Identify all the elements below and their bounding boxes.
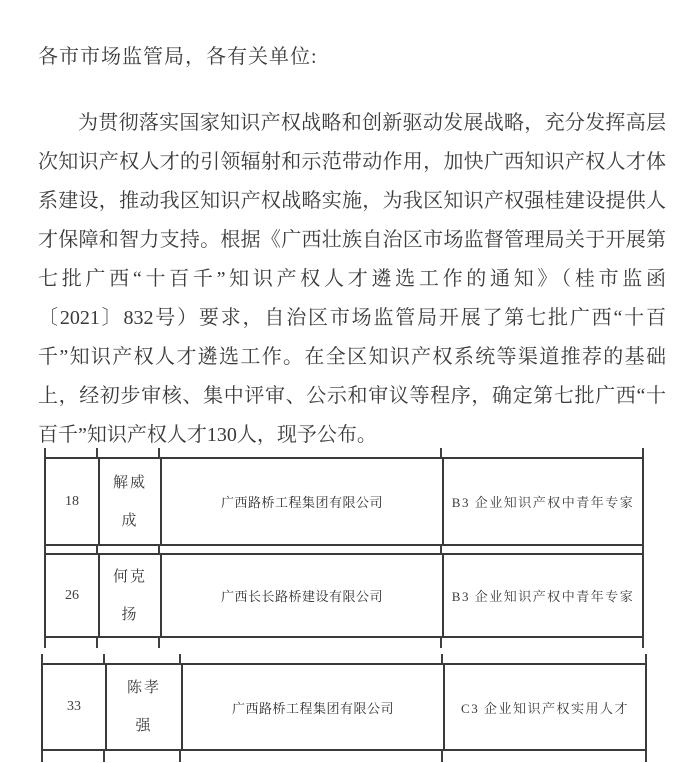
paragraph-line: 七批广西“十百千”知识产权人才遴选工作的通知》（桂市监函: [38, 268, 666, 290]
paragraph-line: 百千”知识产权人才130人，现予公布。: [38, 424, 377, 446]
category-cell: B3 企业知识产权中青年专家: [442, 459, 642, 544]
grid-tick: [645, 750, 647, 762]
grid-tick: [41, 654, 43, 664]
grid-tick: [158, 448, 160, 458]
company-cell: 广西路桥工程集团有限公司: [160, 459, 442, 544]
grid-tick: [44, 637, 46, 648]
paragraph-line: 才保障和智力支持。根据《广西壮族自治区市场监督管理局关于开展第: [38, 229, 666, 251]
grid-tick: [41, 750, 43, 762]
grid-tick: [179, 750, 181, 762]
grid-tick: [440, 544, 442, 554]
grid-tick: [103, 750, 105, 762]
company-cell: 广西路桥工程集团有限公司: [181, 665, 443, 749]
grid-tick: [645, 654, 647, 664]
talent-table-row-26: [44, 553, 644, 638]
category-cell: C3 企业知识产权实用人才: [443, 665, 645, 749]
notice-body-paragraph: [38, 104, 666, 455]
talent-table-row-33: [41, 663, 647, 751]
grid-tick: [44, 544, 46, 554]
grid-tick: [642, 544, 644, 554]
grid-tick: [44, 448, 46, 458]
paragraph-line: 为贯彻落实国家知识产权战略和创新驱动发展战略，充分发挥高层: [78, 112, 666, 134]
grid-tick: [440, 448, 442, 458]
grid-tick: [96, 448, 98, 458]
grid-tick: [179, 654, 181, 664]
name-cell: 何克扬: [98, 555, 160, 636]
paragraph-line: 次知识产权人才的引领辐射和示范带动作用，加快广西知识产权人才体: [38, 151, 666, 173]
serial-number-cell: 18: [65, 493, 79, 509]
paragraph-line: 千”知识产权人才遴选工作。在全区知识产权系统等渠道推荐的基础: [38, 346, 666, 368]
grid-tick: [103, 654, 105, 664]
grid-tick: [158, 544, 160, 554]
name-cell: 解威成: [98, 459, 160, 544]
paragraph-line: 〔2021〕832号）要求，自治区市场监管局开展了第七批广西“十百: [38, 307, 666, 329]
name-cell: 陈孝强: [105, 665, 181, 749]
talent-table-row-18: [44, 457, 644, 546]
company-cell: 广西长长路桥建设有限公司: [160, 555, 442, 636]
grid-tick: [642, 637, 644, 648]
grid-tick: [158, 637, 160, 648]
grid-tick: [440, 637, 442, 648]
grid-tick: [96, 637, 98, 648]
salutation-line: 各市市场监管局，各有关单位:: [38, 46, 318, 68]
grid-tick: [642, 448, 644, 458]
serial-number-cell: 26: [65, 587, 79, 603]
paragraph-line: 系建设，推动我区知识产权战略实施，为我区知识产权强桂建设提供人: [38, 190, 666, 212]
category-cell: B3 企业知识产权中青年专家: [442, 555, 642, 636]
grid-tick: [441, 654, 443, 664]
paragraph-line: 上，经初步审核、集中评审、公示和审议等程序，确定第七批广西“十: [38, 385, 666, 407]
grid-tick: [441, 750, 443, 762]
serial-number-cell: 33: [67, 699, 81, 714]
grid-tick: [96, 544, 98, 554]
